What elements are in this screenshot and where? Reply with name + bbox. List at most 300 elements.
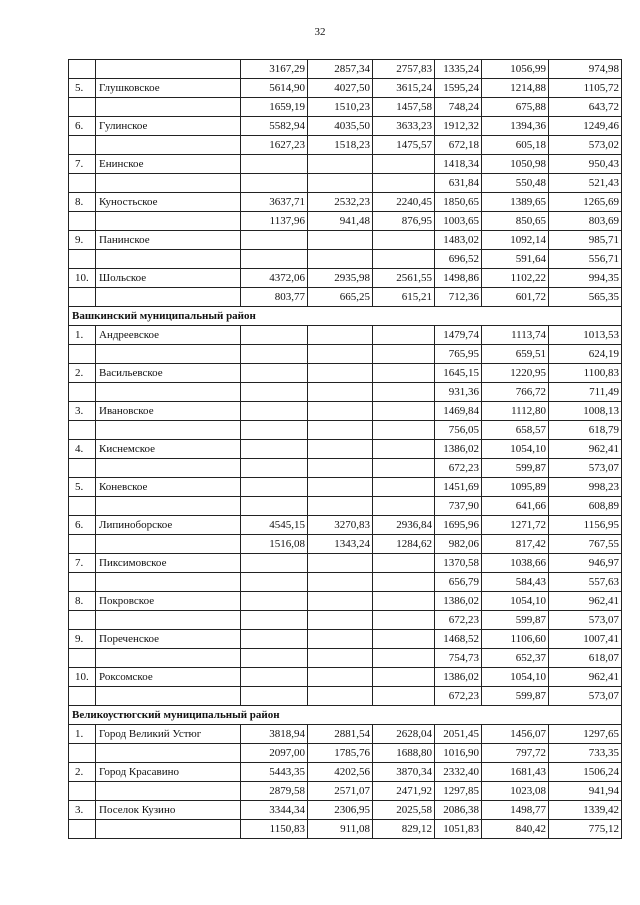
value-cell-col5: 766,72 — [482, 383, 549, 402]
settlement-name-cell: Ивановское — [96, 402, 241, 421]
value-cell-col1 — [241, 326, 308, 345]
row-number-cell: 2. — [69, 763, 96, 782]
value-cell-col6: 711,49 — [549, 383, 622, 402]
value-cell-col1: 3167,29 — [241, 60, 308, 79]
table-row — [69, 174, 622, 193]
value-cell-col2 — [308, 478, 373, 497]
value-cell-col6: 1100,83 — [549, 364, 622, 383]
value-cell-col2 — [308, 668, 373, 687]
settlement-name-cell — [96, 497, 241, 516]
value-cell-col5: 1038,66 — [482, 554, 549, 573]
value-cell-col2: 2571,07 — [308, 782, 373, 801]
settlement-name-cell: Коневское — [96, 478, 241, 497]
section-title: Вашкинский муниципальный район — [69, 307, 622, 326]
table-row — [69, 326, 622, 345]
value-cell-col2: 2935,98 — [308, 269, 373, 288]
value-cell-col3: 2240,45 — [373, 193, 435, 212]
value-cell-col1 — [241, 497, 308, 516]
value-cell-col6: 1008,13 — [549, 402, 622, 421]
value-cell-col2 — [308, 326, 373, 345]
row-number-cell: 1. — [69, 725, 96, 744]
table-row — [69, 440, 622, 459]
value-cell-col6: 624,19 — [549, 345, 622, 364]
value-cell-col4: 712,36 — [435, 288, 482, 307]
settlement-name-cell — [96, 212, 241, 231]
value-cell-col4: 1483,02 — [435, 231, 482, 250]
value-cell-col2: 665,25 — [308, 288, 373, 307]
value-cell-col3: 1475,57 — [373, 136, 435, 155]
settlement-name-cell — [96, 345, 241, 364]
value-cell-col6: 733,35 — [549, 744, 622, 763]
row-number-cell: 8. — [69, 592, 96, 611]
value-cell-col5: 675,88 — [482, 98, 549, 117]
row-number-cell — [69, 611, 96, 630]
value-cell-col4: 672,18 — [435, 136, 482, 155]
value-cell-col6: 1265,69 — [549, 193, 622, 212]
settlement-name-cell — [96, 611, 241, 630]
value-cell-col2 — [308, 383, 373, 402]
value-cell-col2: 4202,56 — [308, 763, 373, 782]
value-cell-col3 — [373, 611, 435, 630]
table-row — [69, 212, 622, 231]
value-cell-col6: 643,72 — [549, 98, 622, 117]
value-cell-col5: 599,87 — [482, 459, 549, 478]
value-cell-col1: 3344,34 — [241, 801, 308, 820]
value-cell-col1 — [241, 611, 308, 630]
value-cell-col2 — [308, 345, 373, 364]
value-cell-col5: 850,65 — [482, 212, 549, 231]
value-cell-col1 — [241, 668, 308, 687]
row-number-cell — [69, 288, 96, 307]
value-cell-col2 — [308, 573, 373, 592]
row-number-cell — [69, 60, 96, 79]
value-cell-col4: 1595,24 — [435, 79, 482, 98]
value-cell-col2: 4027,50 — [308, 79, 373, 98]
table-row — [69, 478, 622, 497]
value-cell-col5: 1681,43 — [482, 763, 549, 782]
value-cell-col4: 1297,85 — [435, 782, 482, 801]
tariff-table — [68, 59, 622, 839]
value-cell-col3: 876,95 — [373, 212, 435, 231]
table-row — [69, 402, 622, 421]
value-cell-col1: 5582,94 — [241, 117, 308, 136]
value-cell-col6: 565,35 — [549, 288, 622, 307]
row-number-cell — [69, 345, 96, 364]
value-cell-col1 — [241, 402, 308, 421]
row-number-cell: 5. — [69, 478, 96, 497]
value-cell-col3 — [373, 592, 435, 611]
value-cell-col3 — [373, 497, 435, 516]
value-cell-col3 — [373, 174, 435, 193]
table-row — [69, 60, 622, 79]
value-cell-col2 — [308, 630, 373, 649]
value-cell-col1: 2879,58 — [241, 782, 308, 801]
value-cell-col4: 754,73 — [435, 649, 482, 668]
value-cell-col1 — [241, 649, 308, 668]
value-cell-col3: 615,21 — [373, 288, 435, 307]
value-cell-col4: 1335,24 — [435, 60, 482, 79]
value-cell-col3: 2471,92 — [373, 782, 435, 801]
value-cell-col2: 4035,50 — [308, 117, 373, 136]
value-cell-col2: 2881,54 — [308, 725, 373, 744]
value-cell-col3: 3633,23 — [373, 117, 435, 136]
value-cell-col5: 1092,14 — [482, 231, 549, 250]
table-row — [69, 193, 622, 212]
value-cell-col6: 803,69 — [549, 212, 622, 231]
value-cell-col5: 659,51 — [482, 345, 549, 364]
value-cell-col1: 803,77 — [241, 288, 308, 307]
settlement-name-cell: Андреевское — [96, 326, 241, 345]
value-cell-col4: 1498,86 — [435, 269, 482, 288]
value-cell-col1 — [241, 630, 308, 649]
table-row — [69, 516, 622, 535]
value-cell-col3 — [373, 630, 435, 649]
section-title: Великоустюгский муниципальный район — [69, 706, 622, 725]
value-cell-col3 — [373, 459, 435, 478]
value-cell-col1 — [241, 383, 308, 402]
row-number-cell — [69, 212, 96, 231]
value-cell-col4: 1418,34 — [435, 155, 482, 174]
value-cell-col6: 950,43 — [549, 155, 622, 174]
value-cell-col6: 767,55 — [549, 535, 622, 554]
value-cell-col4: 672,23 — [435, 611, 482, 630]
value-cell-col2 — [308, 402, 373, 421]
table-row — [69, 687, 622, 706]
value-cell-col2 — [308, 649, 373, 668]
value-cell-col5: 599,87 — [482, 611, 549, 630]
value-cell-col5: 1054,10 — [482, 440, 549, 459]
value-cell-col4: 1912,32 — [435, 117, 482, 136]
row-number-cell: 9. — [69, 231, 96, 250]
value-cell-col5: 1113,74 — [482, 326, 549, 345]
value-cell-col6: 1007,41 — [549, 630, 622, 649]
value-cell-col4: 656,79 — [435, 573, 482, 592]
value-cell-col2 — [308, 687, 373, 706]
value-cell-col2 — [308, 231, 373, 250]
row-number-cell: 3. — [69, 402, 96, 421]
row-number-cell — [69, 649, 96, 668]
value-cell-col2 — [308, 421, 373, 440]
value-cell-col2: 2857,34 — [308, 60, 373, 79]
value-cell-col5: 1498,77 — [482, 801, 549, 820]
value-cell-col4: 696,52 — [435, 250, 482, 269]
row-number-cell — [69, 497, 96, 516]
value-cell-col6: 941,94 — [549, 782, 622, 801]
value-cell-col6: 1249,46 — [549, 117, 622, 136]
value-cell-col4: 1468,52 — [435, 630, 482, 649]
row-number-cell — [69, 782, 96, 801]
value-cell-col5: 1214,88 — [482, 79, 549, 98]
row-number-cell: 6. — [69, 117, 96, 136]
value-cell-col3 — [373, 687, 435, 706]
value-cell-col6: 994,35 — [549, 269, 622, 288]
value-cell-col3 — [373, 250, 435, 269]
value-cell-col3: 2936,84 — [373, 516, 435, 535]
settlement-name-cell: Пиксимовское — [96, 554, 241, 573]
value-cell-col4: 2051,45 — [435, 725, 482, 744]
value-cell-col2 — [308, 459, 373, 478]
value-cell-col5: 817,42 — [482, 535, 549, 554]
value-cell-col1 — [241, 345, 308, 364]
table-row — [69, 250, 622, 269]
table-row — [69, 611, 622, 630]
table-row — [69, 573, 622, 592]
value-cell-col4: 1370,58 — [435, 554, 482, 573]
table-row — [69, 649, 622, 668]
section-header-row — [69, 307, 622, 326]
value-cell-col5: 601,72 — [482, 288, 549, 307]
value-cell-col1 — [241, 250, 308, 269]
value-cell-col1: 1516,08 — [241, 535, 308, 554]
value-cell-col3 — [373, 155, 435, 174]
row-number-cell: 6. — [69, 516, 96, 535]
row-number-cell — [69, 820, 96, 839]
settlement-name-cell: Енинское — [96, 155, 241, 174]
value-cell-col6: 1297,65 — [549, 725, 622, 744]
value-cell-col3: 2757,83 — [373, 60, 435, 79]
row-number-cell — [69, 421, 96, 440]
table-row — [69, 98, 622, 117]
value-cell-col5: 797,72 — [482, 744, 549, 763]
row-number-cell: 8. — [69, 193, 96, 212]
settlement-name-cell: Куностьское — [96, 193, 241, 212]
value-cell-col3 — [373, 440, 435, 459]
table-row — [69, 364, 622, 383]
value-cell-col3 — [373, 231, 435, 250]
value-cell-col6: 962,41 — [549, 592, 622, 611]
value-cell-col5: 840,42 — [482, 820, 549, 839]
value-cell-col6: 573,07 — [549, 611, 622, 630]
value-cell-col2: 1518,23 — [308, 136, 373, 155]
value-cell-col4: 1451,69 — [435, 478, 482, 497]
table-row — [69, 421, 622, 440]
value-cell-col5: 1056,99 — [482, 60, 549, 79]
value-cell-col6: 998,23 — [549, 478, 622, 497]
settlement-name-cell — [96, 820, 241, 839]
value-cell-col4: 765,95 — [435, 345, 482, 364]
value-cell-col1: 1150,83 — [241, 820, 308, 839]
row-number-cell — [69, 459, 96, 478]
value-cell-col2 — [308, 497, 373, 516]
settlement-name-cell — [96, 421, 241, 440]
settlement-name-cell: Город Красавино — [96, 763, 241, 782]
settlement-name-cell: Шольское — [96, 269, 241, 288]
value-cell-col5: 1050,98 — [482, 155, 549, 174]
value-cell-col3 — [373, 402, 435, 421]
settlement-name-cell — [96, 573, 241, 592]
value-cell-col3: 1688,80 — [373, 744, 435, 763]
value-cell-col1 — [241, 478, 308, 497]
value-cell-col4: 982,06 — [435, 535, 482, 554]
value-cell-col4: 1386,02 — [435, 440, 482, 459]
row-number-cell — [69, 250, 96, 269]
value-cell-col2: 1510,23 — [308, 98, 373, 117]
settlement-name-cell — [96, 288, 241, 307]
value-cell-col4: 1051,83 — [435, 820, 482, 839]
value-cell-col1 — [241, 459, 308, 478]
value-cell-col3 — [373, 478, 435, 497]
value-cell-col6: 521,43 — [549, 174, 622, 193]
value-cell-col5: 1456,07 — [482, 725, 549, 744]
value-cell-col1: 1627,23 — [241, 136, 308, 155]
value-cell-col5: 658,57 — [482, 421, 549, 440]
value-cell-col1 — [241, 231, 308, 250]
value-cell-col5: 1095,89 — [482, 478, 549, 497]
value-cell-col2: 2306,95 — [308, 801, 373, 820]
value-cell-col1: 5614,90 — [241, 79, 308, 98]
settlement-name-cell: Глушковское — [96, 79, 241, 98]
value-cell-col6: 985,71 — [549, 231, 622, 250]
row-number-cell: 9. — [69, 630, 96, 649]
row-number-cell — [69, 535, 96, 554]
value-cell-col6: 974,98 — [549, 60, 622, 79]
value-cell-col6: 573,07 — [549, 687, 622, 706]
value-cell-col2: 3270,83 — [308, 516, 373, 535]
value-cell-col4: 2332,40 — [435, 763, 482, 782]
section-header-row — [69, 706, 622, 725]
settlement-name-cell: Пореченское — [96, 630, 241, 649]
value-cell-col6: 1013,53 — [549, 326, 622, 345]
value-cell-col3 — [373, 421, 435, 440]
table-row — [69, 725, 622, 744]
settlement-name-cell — [96, 383, 241, 402]
table-row — [69, 288, 622, 307]
value-cell-col4: 1479,74 — [435, 326, 482, 345]
settlement-name-cell — [96, 136, 241, 155]
value-cell-col1: 3637,71 — [241, 193, 308, 212]
value-cell-col1 — [241, 421, 308, 440]
settlement-name-cell — [96, 782, 241, 801]
table-row — [69, 782, 622, 801]
value-cell-col6: 573,07 — [549, 459, 622, 478]
value-cell-col5: 1389,65 — [482, 193, 549, 212]
value-cell-col2 — [308, 364, 373, 383]
value-cell-col2 — [308, 155, 373, 174]
value-cell-col1: 1659,19 — [241, 98, 308, 117]
settlement-name-cell — [96, 687, 241, 706]
settlement-name-cell: Роксомское — [96, 668, 241, 687]
value-cell-col6: 573,02 — [549, 136, 622, 155]
value-cell-col4: 931,36 — [435, 383, 482, 402]
value-cell-col6: 608,89 — [549, 497, 622, 516]
table-body — [69, 60, 622, 839]
row-number-cell — [69, 98, 96, 117]
table-row — [69, 79, 622, 98]
row-number-cell — [69, 744, 96, 763]
value-cell-col4: 1386,02 — [435, 592, 482, 611]
row-number-cell: 2. — [69, 364, 96, 383]
row-number-cell: 7. — [69, 155, 96, 174]
value-cell-col1: 5443,35 — [241, 763, 308, 782]
value-cell-col6: 618,07 — [549, 649, 622, 668]
value-cell-col3 — [373, 383, 435, 402]
value-cell-col4: 672,23 — [435, 687, 482, 706]
table-row — [69, 269, 622, 288]
value-cell-col6: 1506,24 — [549, 763, 622, 782]
settlement-name-cell — [96, 649, 241, 668]
settlement-name-cell: Гулинское — [96, 117, 241, 136]
table-row — [69, 155, 622, 174]
row-number-cell — [69, 383, 96, 402]
value-cell-col6: 1156,95 — [549, 516, 622, 535]
value-cell-col1 — [241, 687, 308, 706]
table-row — [69, 345, 622, 364]
row-number-cell: 5. — [69, 79, 96, 98]
settlement-name-cell — [96, 250, 241, 269]
value-cell-col2 — [308, 174, 373, 193]
value-cell-col2: 911,08 — [308, 820, 373, 839]
value-cell-col3: 2025,58 — [373, 801, 435, 820]
value-cell-col5: 1394,36 — [482, 117, 549, 136]
value-cell-col3 — [373, 326, 435, 345]
value-cell-col1 — [241, 174, 308, 193]
value-cell-col4: 1003,65 — [435, 212, 482, 231]
value-cell-col3 — [373, 554, 435, 573]
row-number-cell: 4. — [69, 440, 96, 459]
table-row — [69, 231, 622, 250]
value-cell-col1 — [241, 440, 308, 459]
value-cell-col3: 3870,34 — [373, 763, 435, 782]
value-cell-col4: 631,84 — [435, 174, 482, 193]
value-cell-col5: 550,48 — [482, 174, 549, 193]
value-cell-col3: 1457,58 — [373, 98, 435, 117]
row-number-cell: 10. — [69, 269, 96, 288]
value-cell-col3 — [373, 345, 435, 364]
value-cell-col2: 1785,76 — [308, 744, 373, 763]
row-number-cell: 1. — [69, 326, 96, 345]
value-cell-col4: 748,24 — [435, 98, 482, 117]
settlement-name-cell — [96, 174, 241, 193]
table-row — [69, 801, 622, 820]
value-cell-col1 — [241, 573, 308, 592]
value-cell-col4: 1016,90 — [435, 744, 482, 763]
value-cell-col6: 557,63 — [549, 573, 622, 592]
table-row — [69, 383, 622, 402]
value-cell-col4: 2086,38 — [435, 801, 482, 820]
settlement-name-cell — [96, 535, 241, 554]
value-cell-col1: 2097,00 — [241, 744, 308, 763]
value-cell-col3: 3615,24 — [373, 79, 435, 98]
row-number-cell: 7. — [69, 554, 96, 573]
table-row — [69, 630, 622, 649]
value-cell-col4: 1850,65 — [435, 193, 482, 212]
value-cell-col5: 1271,72 — [482, 516, 549, 535]
value-cell-col4: 1645,15 — [435, 364, 482, 383]
settlement-name-cell: Панинское — [96, 231, 241, 250]
settlement-name-cell — [96, 744, 241, 763]
value-cell-col1: 4545,15 — [241, 516, 308, 535]
table-row — [69, 763, 622, 782]
value-cell-col1: 1137,96 — [241, 212, 308, 231]
table-row — [69, 554, 622, 573]
value-cell-col2 — [308, 250, 373, 269]
settlement-name-cell: Покровское — [96, 592, 241, 611]
settlement-name-cell: Поселок Кузино — [96, 801, 241, 820]
value-cell-col1: 3818,94 — [241, 725, 308, 744]
value-cell-col2: 2532,23 — [308, 193, 373, 212]
value-cell-col5: 652,37 — [482, 649, 549, 668]
table-row — [69, 459, 622, 478]
value-cell-col5: 1054,10 — [482, 668, 549, 687]
value-cell-col6: 1105,72 — [549, 79, 622, 98]
value-cell-col4: 1695,96 — [435, 516, 482, 535]
row-number-cell — [69, 136, 96, 155]
value-cell-col5: 599,87 — [482, 687, 549, 706]
row-number-cell — [69, 573, 96, 592]
value-cell-col4: 756,05 — [435, 421, 482, 440]
value-cell-col6: 618,79 — [549, 421, 622, 440]
value-cell-col2: 941,48 — [308, 212, 373, 231]
